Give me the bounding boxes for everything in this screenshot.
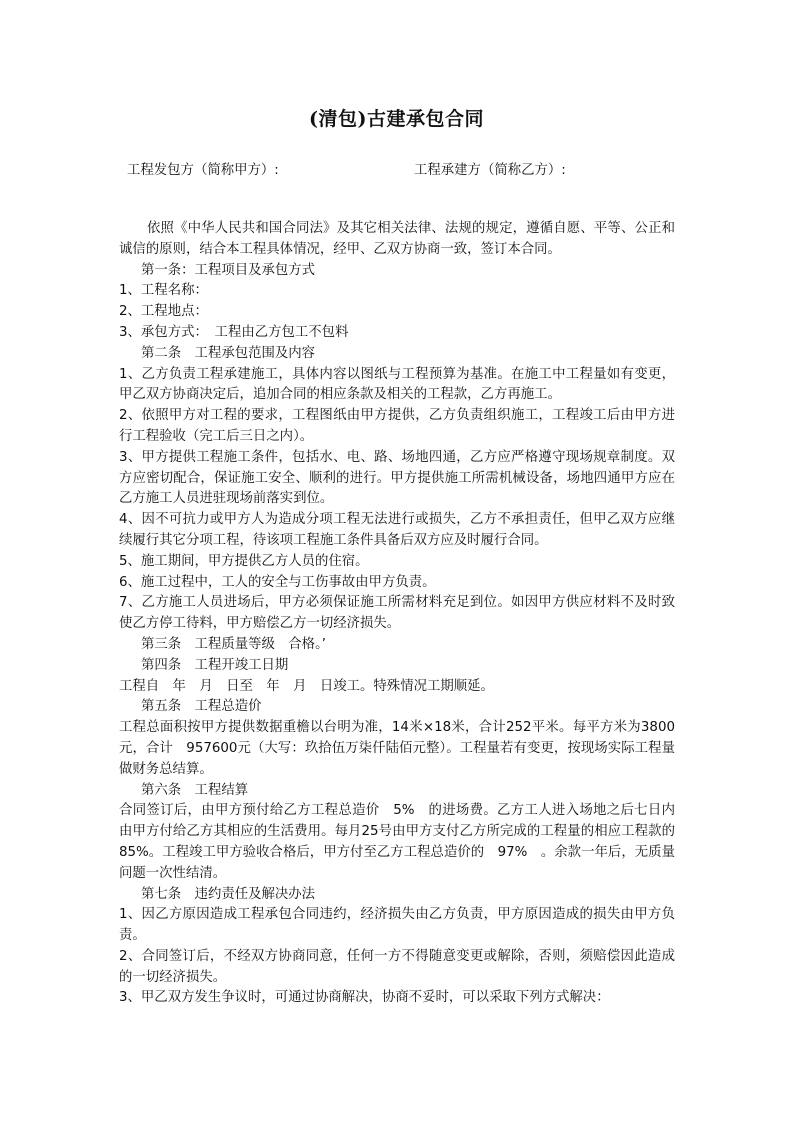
contract-body bbox=[119, 219, 675, 1009]
contractor-label: 工程承建方（简称乙方）: bbox=[414, 163, 566, 178]
article-5-heading: 第五条 工程总造价 bbox=[141, 699, 262, 715]
article-6-heading: 第六条 工程结算 bbox=[141, 782, 249, 798]
clause: 6、施工过程中，工人的安全与工伤事故由甲方负责。 bbox=[119, 574, 436, 590]
clause: 合同签订后，由甲方预付给乙方工程总造价 5% 的进场费。乙方工人进入场地之后七日内由甲方付给乙方其相应的生活费用。每月25号由甲方支付乙方所完成的工程量的相应工程款的85%。工程竣工甲方验收合格后，甲方付至乙方工程总造价的 97% 。余款一年后，无质量问题一次性结清。 bbox=[119, 803, 675, 881]
preamble-paragraph: 依照《中华人民共和国合同法》及其它相关法律、法规的规定，遵循自愿、平等、公正和诚信的原则，结合本工程具体情况，经甲、乙双方协商一致，签订本合同。 bbox=[119, 221, 675, 257]
clause: 工程总面积按甲方提供数据重檐以台明为准，14米×18米，合计252平米。每平方米为3800元，合计 957600元（大写：玖拾伍万柒仟陆佰元整）。工程量若有变更，按现场实际工程量做财务总结算。 bbox=[119, 720, 675, 777]
clause: 1、因乙方原因造成工程承包合同违约，经济损失由乙方负责，甲方原因造成的损失由甲方负责。 bbox=[119, 907, 675, 944]
document-title: (清包)古建承包合同 bbox=[309, 108, 484, 130]
article-4-heading: 第四条 工程开竣工日期 bbox=[141, 657, 289, 673]
clause: 7、乙方施工人员进场后，甲方必须保证施工所需材料充足到位。如因甲方供应材料不及时致使乙方停工待料，甲方赔偿乙方一切经济损失。 bbox=[119, 595, 675, 632]
employer-label: 工程发包方（简称甲方）: bbox=[127, 163, 279, 178]
clause: 3、甲方提供工程施工条件，包括水、电、路、场地四通，乙方应严格遵守现场规章制度。双方应密切配合，保证施工安全、顺利的进行。甲方提供施工所需机械设备，场地四通甲方应在乙方施工人员进驻现场前落实到位。 bbox=[119, 449, 675, 507]
clause: 工程自 年 月 日至 年 月 日竣工。特殊情况工期顺延。 bbox=[119, 678, 494, 694]
clause: 5、施工期间，甲方提供乙方人员的住宿。 bbox=[119, 553, 369, 569]
clause: 2、依照甲方对工程的要求，工程图纸由甲方提供，乙方负责组织施工，工程竣工后由甲方进行工程验收（完工后三日之内）。 bbox=[119, 408, 675, 444]
clause: 3、承包方式： 工程由乙方包工不包料 bbox=[119, 324, 349, 340]
clause: 3、甲乙双方发生争议时，可通过协商解决，协商不妥时，可以采取下列方式解决： bbox=[119, 990, 610, 1006]
clause: 4、因不可抗力或甲方人为造成分项工程无法进行或损失，乙方不承担责任，但甲乙双方应继续履行其它分项工程，待该项工程施工条件具备后双方应及时履行合同。 bbox=[119, 512, 675, 548]
article-2-heading: 第二条 工程承包范围及内容 bbox=[141, 345, 316, 361]
article-1-heading: 第一条：工程项目及承包方式 bbox=[141, 262, 316, 278]
clause: 1、工程名称： bbox=[119, 283, 208, 299]
article-7-heading: 第七条 违约责任及解决办法 bbox=[141, 886, 316, 902]
clause: 2、合同签订后，不经双方协商同意，任何一方不得随意变更或解除，否则，须赔偿因此造成的一切经济损失。 bbox=[119, 948, 675, 985]
clause: 1、乙方负责工程承建施工，具体内容以图纸与工程预算为基准。在施工中工程量如有变更，甲乙双方协商决定后，追加合同的相应条款及相关的工程款，乙方再施工。 bbox=[119, 366, 675, 403]
clause: 2、工程地点： bbox=[119, 304, 208, 320]
article-3-heading: 第三条 工程质量等级 合格。’ bbox=[141, 636, 327, 652]
